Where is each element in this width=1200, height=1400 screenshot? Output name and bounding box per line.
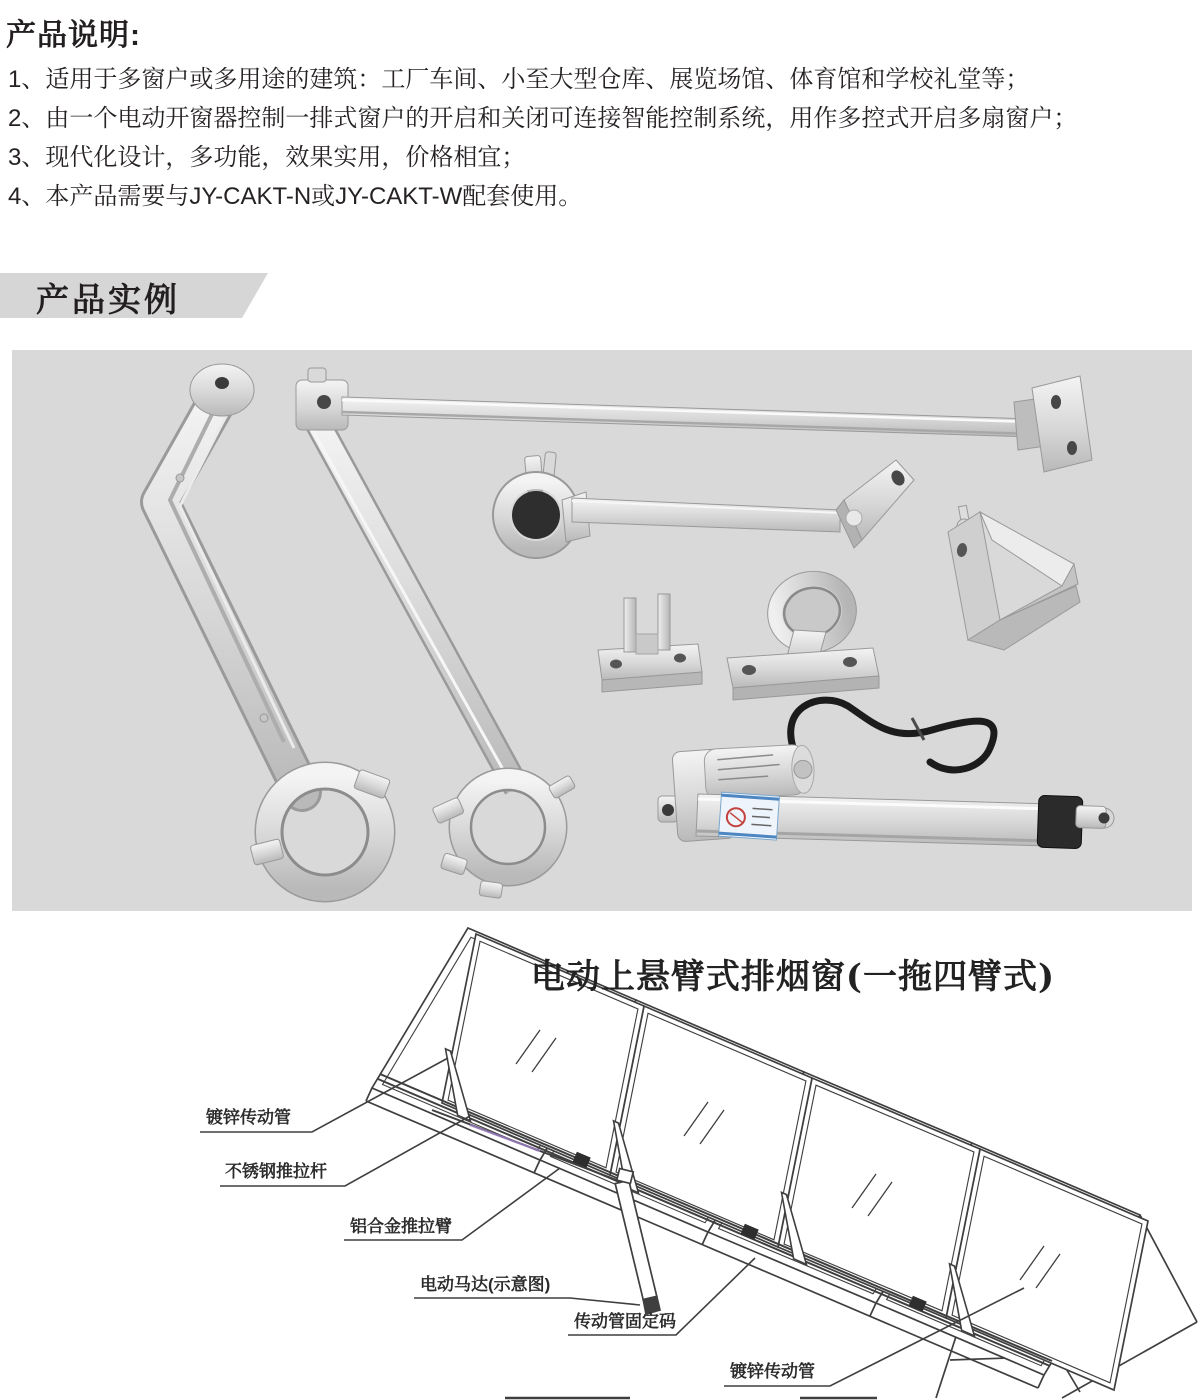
- part-bent-push-arm: [160, 364, 394, 901]
- callout-tube-fixing-clamp: [568, 1258, 755, 1335]
- svg-text:电动马达(示意图): 电动马达(示意图): [420, 1275, 551, 1294]
- section-banner-label: 产品实例: [36, 281, 180, 318]
- part-fork-bracket: [598, 594, 702, 692]
- svg-text:不锈钢推拉杆: 不锈钢推拉杆: [225, 1162, 327, 1181]
- part-triangle-bracket: [948, 505, 1080, 650]
- part-clamp-link-bracket: [493, 452, 914, 558]
- product-photo: [12, 350, 1192, 911]
- diagram-title: 电动上悬臂式排烟窗(一拖四臂式): [530, 957, 1056, 997]
- description-list: [8, 60, 1188, 216]
- product-photo-art: [12, 350, 1192, 911]
- part-linear-actuator: [658, 700, 1114, 849]
- svg-text:镀锌传动管: 镀锌传动管: [206, 1108, 291, 1127]
- technical-diagram: [0, 920, 1200, 1400]
- page-title: 产品说明:: [6, 19, 141, 52]
- svg-text:铝合金推拉臂: 铝合金推拉臂: [350, 1217, 452, 1236]
- diagram-art: [0, 920, 1200, 1400]
- description-item: 4、本产品需要与JY-CAKT-N或JY-CAKT-W配套使用。: [8, 183, 583, 210]
- callout-electric-motor: [414, 1274, 640, 1305]
- actuator-label: [719, 792, 780, 840]
- description-item: 2、由一个电动开窗器控制一排式窗户的开启和关闭可连接智能控制系统，用作多控式开启多扇窗户；: [8, 105, 1078, 132]
- svg-text:镀锌传动管: 镀锌传动管: [730, 1362, 815, 1381]
- description-item: 1、适用于多窗户或多用途的建筑：工厂车间、小至大型仓库、展览场馆、体育馆和学校礼堂等；: [8, 66, 1030, 93]
- part-drive-bar-assembly: [296, 368, 1092, 472]
- svg-text:传动管固定码: 传动管固定码: [574, 1312, 676, 1331]
- part-tube-holder: [727, 564, 879, 700]
- description-item: 3、现代化设计，多功能，效果实用，价格相宜；: [8, 144, 526, 171]
- callout-aluminium-push-arm: [344, 1168, 560, 1240]
